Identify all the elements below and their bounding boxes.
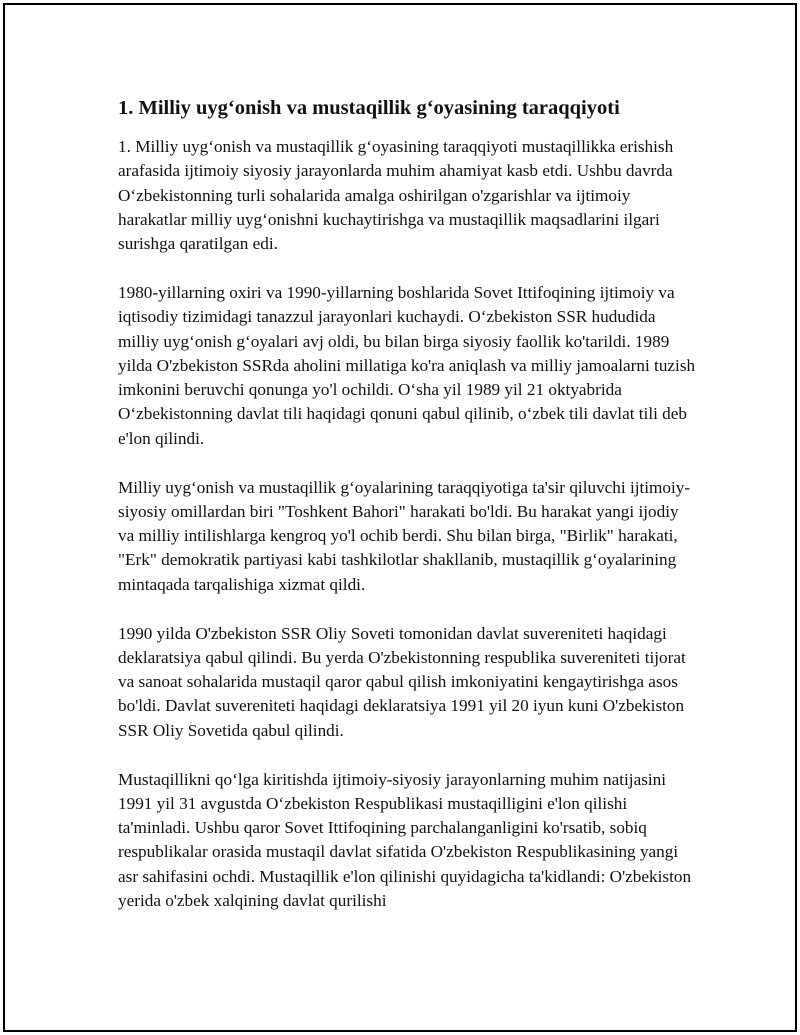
paragraph-3: Milliy uyg‘onish va mustaqillik g‘oyalarining taraqqiyotiga ta'sir qiluvchi ijtimoiy-siyosiy omillardan biri "Toshkent Bahori" harakati bo'ldi. Bu harakat yangi ijodiy va milliy intilishlarga kengroq yo'l ochib berdi. Shu bilan birga, "Birlik" harakati, "Erk" demokratik partiyasi kabi tashkilotlar shakllanib, mustaqillik g‘oyalarining mintaqada tarqalishiga xizmat qildi.	[118, 477, 691, 594]
paragraph-4: 1990 yilda O'zbekiston SSR Oliy Soveti tomonidan davlat suvereniteti haqidagi deklaratsiya qabul qilindi. Bu yerda O'zbekistonning respublika suvereniteti tijorat va sanoat sohalarida mustaqil qaror qabul qilish imkoniyatini kengaytirishga asos bo'ldi. Davlat suvereniteti haqidagi deklaratsiya 1991 yil 20 iyun kuni O'zbekiston SSR Oliy Sovetida qabul qilindi.	[118, 623, 686, 740]
document-title: 1. Milliy uyg‘onish va mustaqillik g‘oyasining taraqqiyoti	[118, 97, 620, 119]
paragraph-5: Mustaqillikni qo‘lga kiritishda ijtimoiy-siyosiy jarayonlarning muhim natijasini 1991 yil 31 avgustda O‘zbekiston Respublikasi mustaqilligini e'lon qilishi ta'minladi. Ushbu qaror Sovet Ittifoqining parchalanganligini ko'rsatib, sobiq respublikalar orasida mustaqil davlat sifatida O'zbekiston Respublikasining yangi asr sahifasini ochdi. Mustaqillik e'lon qilinishi quyidagicha ta'kidlandi: O'zbekiston yerida o'zbek xalqining davlat qurilishi	[118, 769, 692, 911]
paragraph-2: 1980-yillarning oxiri va 1990-yillarning boshlarida Sovet Ittifoqining ijtimoiy va iqtisodiy tizimidagi tanazzul jarayonlari kuchaydi. O‘zbekiston SSR hududida milliy uyg‘onish g‘oyalari avj oldi, bu bilan birga siyosiy faollik ko'tarildi. 1989 yilda O'zbekiston SSRda aholini millatiga ko'ra aniqlash va milliy jamoalarni tuzish imkonini beruvchi qonunga yo'l ochildi. O‘sha yil 1989 yil 21 oktyabrida O‘zbekistonning davlat tili haqidagi qonuni qabul qilinib, o‘zbek tili davlat tili deb e'lon qilindi.	[118, 282, 696, 448]
paragraph-1: 1. Milliy uyg‘onish va mustaqillik g‘oyasining taraqqiyoti mustaqillikka erishish arafasida ijtimoiy siyosiy jarayonlarda muhim ahamiyat kasb etdi. Ushbu davrda O‘zbekistonning turli sohalarida amalga oshirilgan o'zgarishlar va ijtimoiy harakatlar milliy uyg‘onishni kuchaytirishga va mustaqillik maqsadlarini ilgari surishga qaratilgan edi.	[118, 137, 674, 254]
document-body	[118, 93, 698, 938]
